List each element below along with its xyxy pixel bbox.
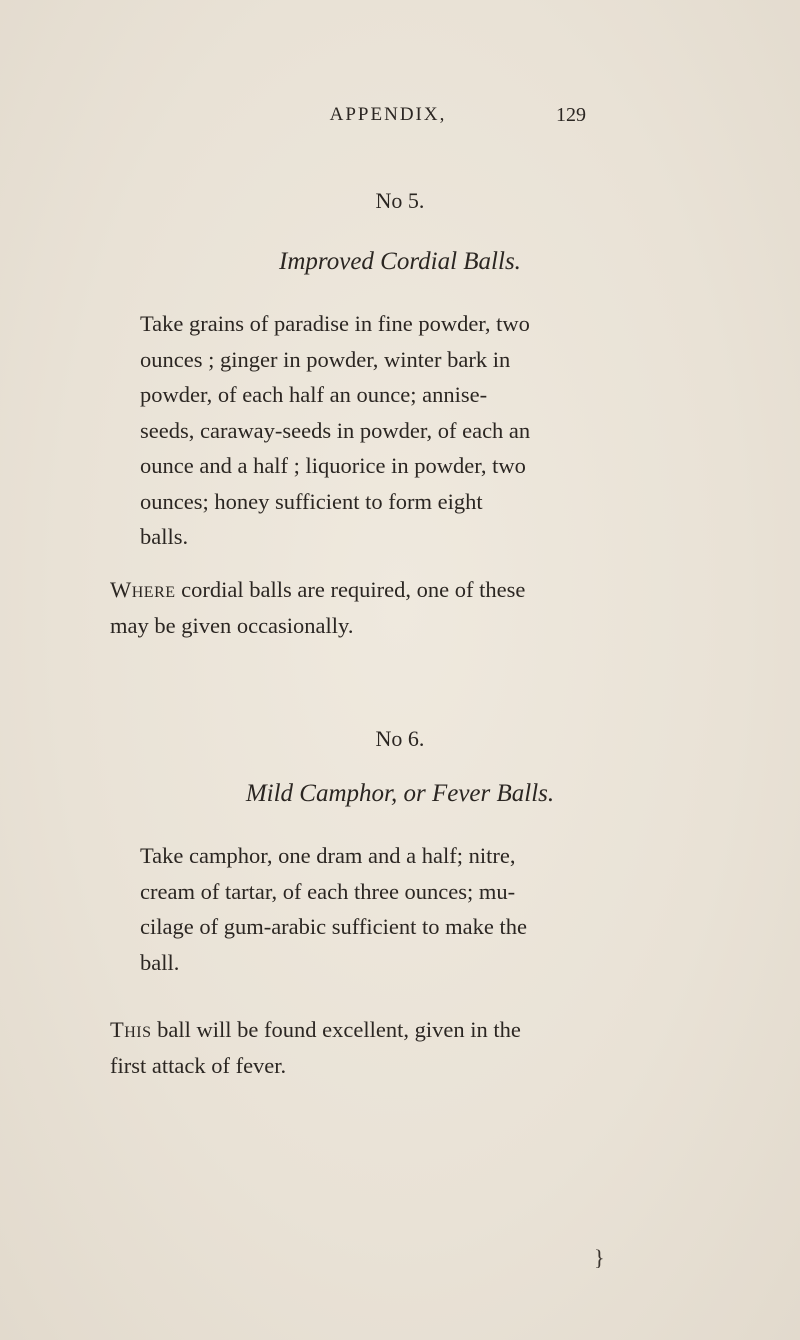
note-6-line-rest: ball will be found excellent, given in the (151, 1017, 521, 1042)
recipe-5-line: powder, of each half an ounce; annise- (140, 382, 488, 407)
note-6-text (110, 1012, 630, 1083)
running-title: APPENDIX, (329, 104, 447, 125)
recipe-5-line: ounces; honey sufficient to form eight (140, 488, 483, 514)
running-head (0, 104, 800, 134)
note-6-first-word: This (110, 1017, 152, 1042)
recipe-5-line: Take grains of paradise in fine powder, two (140, 311, 530, 336)
recipe-5-line: balls. (140, 524, 189, 549)
recipe-6-line: ball. (140, 949, 180, 975)
recipe-6-text (110, 838, 630, 980)
note-5-line (110, 572, 630, 608)
recipe-5-line: ounce and a half ; liquorice in powder, two (140, 453, 526, 478)
page-number: 129 (556, 104, 586, 126)
recipe-5-line: ounces ; ginger in powder, winter bark in (140, 346, 511, 372)
note-5-line: may be given occasionally. (110, 612, 354, 638)
recipe-6-line: cilage of gum-arabic sufficient to make the (140, 914, 527, 939)
recipe-6-line: cream of tartar, of each three ounces; mu- (140, 878, 516, 904)
section-number-5: No 5. (375, 188, 425, 213)
note-6-line: first attack of fever. (110, 1052, 287, 1078)
note-6-line (110, 1012, 630, 1048)
note-5-text (110, 572, 630, 643)
section-number-6: No 6. (375, 726, 425, 751)
section-title-5: Improved Cordial Balls. (279, 248, 521, 275)
section-title-6: Mild Camphor, or Fever Balls. (245, 780, 555, 807)
note-5-line-rest: cordial balls are required, one of these (175, 577, 526, 602)
printers-mark: } (594, 1245, 605, 1270)
note-5-first-word: Where (110, 577, 176, 602)
recipe-5-text (110, 306, 630, 555)
recipe-5-line: seeds, caraway-seeds in powder, of each an (140, 417, 531, 443)
recipe-6-line: Take camphor, one dram and a half; nitre, (140, 843, 516, 868)
